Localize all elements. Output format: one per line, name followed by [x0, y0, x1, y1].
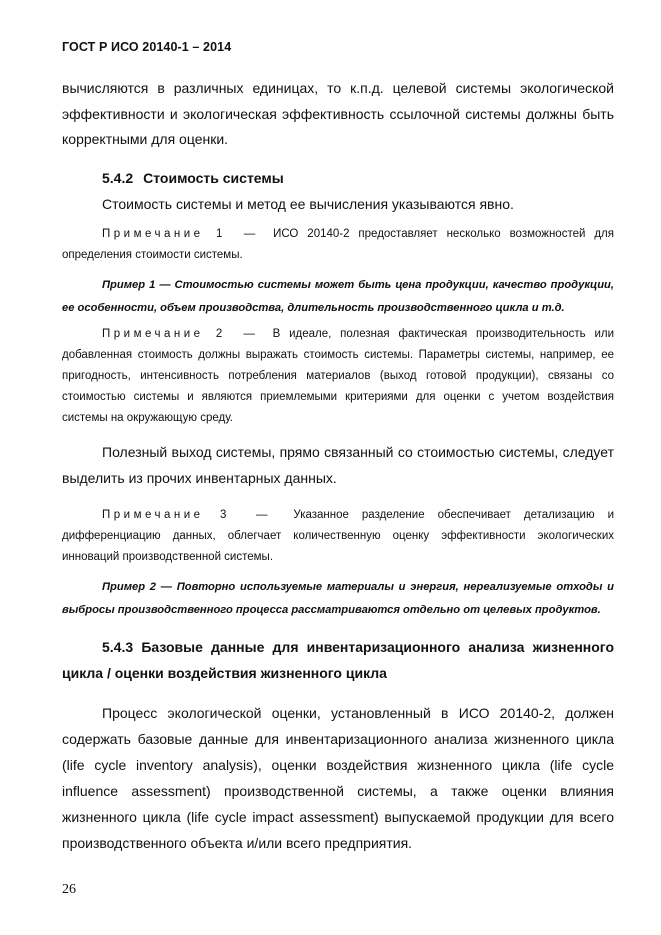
page-number: 26	[62, 882, 76, 897]
note-text: Указанное разделение обеспечивает детализацию и дифференциацию данных, облегчает количественную оценку эффективности экологических инноваций производственной системы.	[62, 509, 614, 563]
paragraph-assessment-process: Процесс экологической оценки, установленный в ИСО 20140-2, должен содержать базовые данные для инвентаризационного анализа жизненного цикла (life cycle inventory analysis), оценки воздействия жизненного цикла (life cycle influence assessment) производственной системы, а также оценки влияния жизненного цикла (life cycle impact assessment) выпускаемой продукции для всего производственного объекта и/или всего предприятия.	[62, 705, 614, 851]
section-title: Стоимость системы	[143, 170, 284, 186]
note-text: В идеале, полезная фактическая производительность или добавленная стоимость должны выражать стоимость системы. Параметры системы, например, ее пригодность, интенсивность потребления материалов (выход готовой продукции), связаны со стоимостью системы и являются приемлемыми критериями для оценки с учетом воздействия системы на окружающую среду.	[62, 328, 615, 424]
note-dash: —	[243, 328, 255, 340]
section-heading-5-4-3	[62, 634, 614, 686]
section-heading-5-4-2	[102, 166, 614, 191]
note-text: ИСО 20140-2 предоставляет несколько возможностей для определения стоимости системы.	[62, 228, 614, 261]
note-label: Примечание 1	[102, 228, 226, 240]
note-dash: —	[243, 228, 256, 240]
note-label: Примечание 2	[102, 328, 226, 340]
section-number: 5.4.3	[102, 639, 134, 655]
document-header: ГОСТ Р ИСО 20140-1 – 2014	[62, 40, 232, 54]
example-2: Пример 2 — Повторно используемые материалы и энергия, нереализуемые отходы и выбросы производственного процесса рассматриваются отдельно от целевых продуктов.	[62, 581, 614, 616]
note-label: Примечание 3	[102, 509, 230, 521]
note-dash: —	[255, 509, 268, 521]
paragraph-continuation: вычисляются в различных единицах, то к.п.д. целевой системы экологической эффективности и экологическая эффективность ссылочной системы должны быть корректными для оценки.	[62, 80, 614, 147]
paragraph-system-cost: Стоимость системы и метод ее вычисления указываются явно.	[102, 196, 514, 212]
note-2	[62, 324, 614, 429]
example-1: Пример 1 — Стоимостью системы может быть цена продукции, качество продукции, ее особенности, объем производства, длительность производственного цикла и т.д.	[62, 279, 614, 314]
section-title: Базовые данные для инвентаризационного анализа жизненного цикла / оценки воздействия жизненного цикла	[62, 639, 615, 681]
note-1	[62, 224, 614, 266]
section-number: 5.4.2	[102, 170, 134, 186]
note-3	[62, 505, 614, 568]
paragraph-useful-output: Полезный выход системы, прямо связанный со стоимостью системы, следует выделить из прочих инвентарных данных.	[62, 444, 614, 486]
